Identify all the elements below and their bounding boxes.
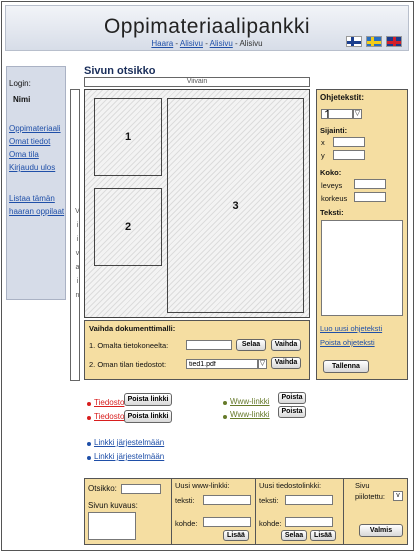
breadcrumb-current: Alisivu <box>239 39 263 48</box>
page-title: Sivun otsikko <box>84 65 156 77</box>
new-help-text-link[interactable]: Luo uusi ohjeteksti <box>320 324 383 333</box>
remove-web-link-button-2[interactable]: Poista <box>278 406 306 418</box>
change-template-panel <box>84 320 310 380</box>
help-text-area[interactable] <box>321 220 403 316</box>
page-description-area[interactable] <box>88 512 136 540</box>
x-input[interactable] <box>333 137 365 147</box>
done-button[interactable]: Valmis <box>359 524 403 537</box>
swedish-flag-icon[interactable] <box>366 36 382 47</box>
vertical-ruler-label: V i i v a i n <box>74 208 81 299</box>
finnish-flag-icon[interactable] <box>346 36 362 47</box>
chevron-down-icon[interactable]: ▽ <box>354 110 361 117</box>
template-panel-title: Vaihda dokumenttimalli: <box>89 324 176 333</box>
help-text-panel <box>316 89 408 380</box>
own-files-select[interactable] <box>186 359 258 369</box>
y-input[interactable] <box>333 150 365 160</box>
page-title-input[interactable] <box>121 484 161 494</box>
breadcrumb-sub2[interactable]: Alisivu <box>209 39 233 48</box>
y-label: y <box>321 151 325 160</box>
system-link-1[interactable]: Linkki järjestelmään <box>94 438 165 447</box>
sidebar-item-my-info[interactable]: Omat tiedot <box>9 137 51 146</box>
language-selector <box>346 36 402 47</box>
page-label: Sivu <box>355 481 370 490</box>
user-name: Nimi <box>13 95 31 104</box>
breadcrumb-home[interactable]: Haara <box>151 39 174 48</box>
sidebar-item-logout[interactable]: Kirjaudu ulos <box>9 163 56 172</box>
save-button[interactable]: Tallenna <box>323 360 369 373</box>
width-label: leveys <box>321 181 343 190</box>
sidebar-item-list-students[interactable]: Listaa tämän haaran oppilaat <box>9 194 65 216</box>
browse-button[interactable]: Selaa <box>236 339 266 351</box>
height-input[interactable] <box>354 192 386 202</box>
web-link-1[interactable]: Www-linkki <box>230 397 270 406</box>
content-slot-2[interactable]: 2 <box>94 188 162 266</box>
remove-file-link-button-2[interactable]: Poista linkki <box>124 410 172 423</box>
english-flag-icon[interactable] <box>386 36 402 47</box>
option-local-label: 1. Omalta tietokoneelta: <box>89 341 169 350</box>
add-file-link-button[interactable]: Lisää <box>310 530 336 541</box>
new-web-link-title: Uusi www-linkki: <box>175 481 230 490</box>
change-template-button-2[interactable]: Vaihda <box>271 357 301 369</box>
content-slot-3[interactable]: 3 <box>167 98 304 313</box>
bullet-icon <box>87 456 91 460</box>
new-file-link-title: Uusi tiedostolinkki: <box>259 481 322 490</box>
horizontal-ruler[interactable]: Viivain <box>84 77 310 87</box>
size-label: Koko: <box>320 168 342 177</box>
bullet-icon <box>223 415 227 419</box>
remove-web-link-button-1[interactable]: Poista <box>278 392 306 404</box>
breadcrumb: Haara - Alisivu - Alisivu - Alisivu <box>151 39 263 48</box>
sidebar-item-materials[interactable]: Oppimateriaali <box>9 124 61 133</box>
site-title: Oppimateriaalipankki <box>103 15 311 38</box>
change-template-button-1[interactable]: Vaihda <box>271 339 301 351</box>
help-panel-title: Ohjetekstit: <box>320 93 365 102</box>
divider <box>343 479 344 544</box>
bullet-icon <box>223 401 227 405</box>
help-text-select[interactable] <box>321 109 353 119</box>
bullet-icon <box>87 442 91 446</box>
title-label: Otsikko: <box>88 484 117 493</box>
add-web-link-button[interactable]: Lisää <box>223 530 249 541</box>
bullet-icon <box>87 402 91 406</box>
file-text-label: teksti: <box>259 496 279 505</box>
width-input[interactable] <box>354 179 386 189</box>
local-file-input[interactable] <box>186 340 232 350</box>
file-target-label: kohde: <box>259 519 282 528</box>
chevron-down-icon[interactable]: ▽ <box>259 360 266 367</box>
page-properties-bar <box>84 478 408 545</box>
file-target-input[interactable] <box>285 517 333 527</box>
sidebar-item-my-space[interactable]: Oma tila <box>9 150 39 159</box>
delete-help-text-link[interactable]: Poista ohjeteksti <box>320 338 375 347</box>
vertical-ruler[interactable] <box>70 89 80 381</box>
browse-file-button[interactable]: Selaa <box>281 530 307 541</box>
divider <box>255 479 256 544</box>
login-label: Login: <box>9 79 31 88</box>
header <box>5 5 409 51</box>
bullet-icon <box>87 416 91 420</box>
hidden-select[interactable]: v <box>393 491 403 501</box>
height-label: korkeus <box>321 194 348 203</box>
x-label: x <box>321 138 325 147</box>
content-slot-1[interactable]: 1 <box>94 98 162 176</box>
text-label: Teksti: <box>320 208 344 217</box>
web-target-label: kohde: <box>175 519 198 528</box>
hidden-label: piilotettu: <box>355 492 386 501</box>
sidebar <box>6 66 66 300</box>
system-link-2[interactable]: Linkki järjestelmään <box>94 452 165 461</box>
location-label: Sijainti: <box>320 126 348 135</box>
web-target-input[interactable] <box>203 517 251 527</box>
file-link-2[interactable]: Tiedosto <box>94 412 125 421</box>
web-text-label: teksti: <box>175 496 195 505</box>
web-text-input[interactable] <box>203 495 251 505</box>
breadcrumb-sub1[interactable]: Alisivu <box>179 39 203 48</box>
web-link-2[interactable]: Www-linkki <box>230 410 270 419</box>
divider <box>171 479 172 544</box>
option-own-files-label: 2. Oman tilan tiedostot: <box>89 360 167 369</box>
file-link-1[interactable]: Tiedosto <box>94 398 125 407</box>
remove-file-link-button-1[interactable]: Poista linkki <box>124 393 172 406</box>
file-text-input[interactable] <box>285 495 333 505</box>
description-label: Sivun kuvaus: <box>88 501 138 510</box>
